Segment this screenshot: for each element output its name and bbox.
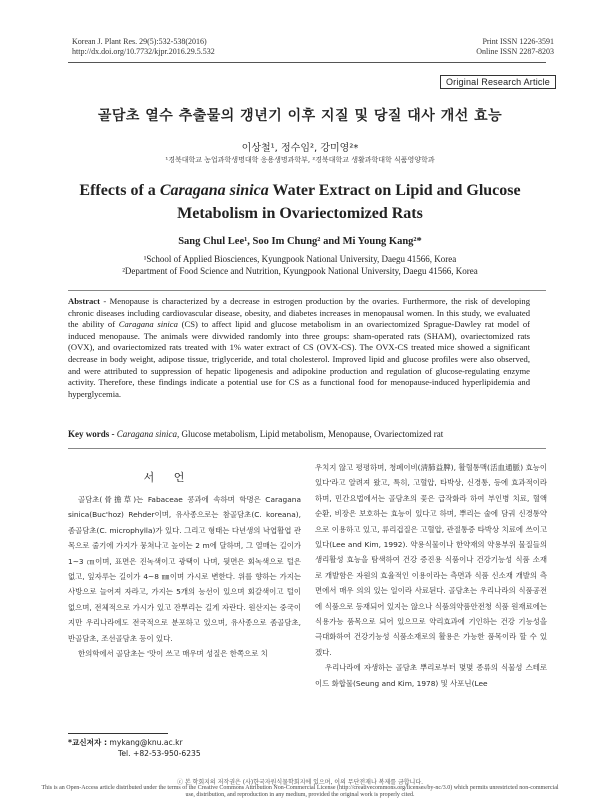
paragraph: 한의학에서 골담초는 '맛이 쓰고 매우며 성질은 한쪽으로 치 xyxy=(78,649,268,659)
corresponding-label: *교신저자 : xyxy=(68,738,107,747)
license-notice: This is an Open-Access article distributed under the terms of the Creative Commons Attribution Non-Commercial License (http://creativecommons.org/licenses/by-nc/3.0) which permits unrestricted non-commercial use, distribution, and reproduction in any medium, provided the original work is properly cited. xyxy=(41,785,559,799)
paragraph: 우치지 않고 평평하며, 청폐이비(淸肺益脾), 활혈통맥(活血通脈) 효능이 있다'라고 알려져 왔고, 특히, 고혈압, 타박상, 신경통, 등에 효과적이라 하며, 민간요법에서는 골담초의 꽃은 급작화라 하여 부인병 치료, 혈액 순환, 비장은 보호하는 효능이 있다고 하며, 뿌리는 술에 담궈 신경통약으로 이용하고 있고, 류리겁질은 고혈압, 관절통증 타박상 치료에 쓰이고 있다(Lee and Kim, 1992). 약용식물이나 한약재의 약용부위 물질들의 생리활성 효능을 탐색하여 건강 증진용 식품이나 건강기능성 식품 소재로 개발함은 자원의 효율적인 이용이라는 측면과 식품 신소재 개발의 측면에서 매우 의의 있는 일이라 사료된다. 골담초는 우리나라의 식품공전에 식품으로 등재되어 있지는 않으나 식품의약품안전청 식품 원재료에는 식용가능 품목으로 되어 있으므로 약리효과에 기인하는 건강 기능성을 극대화하여 건강기능성 식품소재로의 활용은 가능한 품목이라 할 수 있겠다. xyxy=(315,463,547,657)
journal-citation: Korean J. Plant Res. 29(5):532-538(2016) xyxy=(72,37,207,46)
keywords xyxy=(68,429,538,439)
footnote-rule xyxy=(68,733,168,734)
title-line-2: Metabolism in Ovariectomized Rats xyxy=(177,205,423,222)
paragraph: 골담초(骨擔草)는 Fabaceae 콩과에 속하며 학명은 Caragana sinica(Buc'hoz) Rehder이며, 유사종으로는 참골담초(C. koreana), 좀골담초(C. microphylla)가 있다. 그리고 형태는 다년생의 낙엽활엽 관목으로 줄기에 가지가 뭉쳐나고 높이는 2 m에 달하며, 그 열매는 길이가 1~3 ㎝이며, 표면은 진녹색이고 광택이 나며, 뒷면은 회녹색으로 털은 없고, 잎자루는 길이가 4~8 ㎜이며 가시로 변한다. 위를 향하는 가지는 사방으로 늘어져 자라고, 가지는 5개의 능선이 있으며 회갈색이고 털이 없으며, 전체적으로 가시가 있고 잔뿌리는 길게 자란다. 원산지는 중국이지만 우리나라에도 전국적으로 분포하고 있으며, 유사종으로 좀골담초, 반골담초, 조선골담초 등이 있다. xyxy=(68,495,301,643)
online-issn: Online ISSN 2287-8203 xyxy=(476,47,554,56)
korean-authors: 이상철¹, 정수임², 강미영²* xyxy=(241,143,359,154)
print-issn: Print ISSN 1226-3591 xyxy=(482,37,554,46)
english-title xyxy=(0,179,600,225)
keyword-species: Caragana sinica xyxy=(116,429,178,439)
abstract-text: (CS) to affect lipid and glucose metabolism in an ovariectomized Sprague-Dawley rat model of induced menopause. The animals were divwided randomly into three groups: sham-operated rats (SHAM), ovariectomized rats (OVX), and ovariectomized rats treated with 1% water extract of CS (OVX-CS). The OVX-CS treated mice showed a significant decrease in body weight, adipose tissue, triglyceride, and total cholesterol. Improved lipid and glucose profiles were also observed, and were attributed to suppression of hepatic lipogenesis and adipokine production and regulation of glucose-regulating enzyme activity. Therefore, these findings indicate a potential use for CS as a functional food for menopause-induced hyperlipidemia and hyperglycemia. xyxy=(68,319,530,399)
abstract-label: Abstract xyxy=(68,296,100,306)
doi-link[interactable]: http://dx.doi.org/10.7732/kjpr.2016.29.5.532 xyxy=(72,47,215,56)
abstract-top-rule xyxy=(68,290,546,291)
paragraph: 우리나라에 자생하는 골담초 뿌리로부터 몇몇 종류의 식물성 스테로이드 화합물(Seung and Kim, 1978) 및 사포닌(Lee xyxy=(315,663,547,688)
journal-header xyxy=(72,37,215,57)
section-heading-introduction: 서 언 xyxy=(143,471,193,484)
keywords-label: Key words - xyxy=(68,429,117,439)
header-rule xyxy=(68,62,546,63)
keywords-list: , Glucose metabolism, Lipid metabolism, Menopause, Ovariectomized rat xyxy=(177,429,444,439)
title-part: Water Extract on Lipid and Glucose xyxy=(268,182,521,199)
affiliation-2: ²Department of Food Science and Nutrition, Kyungpook National University, Daegu 41566, Korea xyxy=(122,266,478,276)
title-part: Effects of a xyxy=(79,182,160,199)
article-type-badge: Original Research Article xyxy=(440,75,556,89)
english-affiliations xyxy=(0,253,600,277)
corresponding-tel: Tel. +82-53-950-6235 xyxy=(118,749,201,758)
title-species: Caragana sinica xyxy=(159,182,269,199)
copyright-notice: ⓒ 본 학회지의 저작권은 (사)한국자원식물학회지에 있으며, 이의 무단전재나 복제를 금합니다. xyxy=(176,779,424,786)
abstract-species: Caragana sinica xyxy=(118,319,178,330)
left-column xyxy=(68,492,301,661)
right-column xyxy=(315,460,547,691)
corresponding-email[interactable]: mykang@knu.ac.kr xyxy=(109,738,183,747)
korean-affiliations: ¹경북대학교 농업과학생명대학 응용생명과학부, ²경북대학교 생활과학대학 식품영양학과 xyxy=(165,156,435,164)
abstract xyxy=(68,296,530,400)
english-authors: Sang Chul Lee¹, Soo Im Chung² and Mi Young Kang²* xyxy=(178,236,422,247)
abstract-text: - Menopause is characterized by a decrease in estrogen production by the ovaries. Furthermore, the risk of developing chronic diseases including cardiovascular disease, obesity, and diabetes increases in menopausal women. In this study, we evaluated the ability of xyxy=(68,296,530,330)
issn-header xyxy=(476,37,554,57)
korean-title: 골담초 열수 추출물의 갱년기 이후 지질 및 당질 대사 개선 효능 xyxy=(97,108,503,124)
affiliation-1: ¹School of Applied Biosciences, Kyungpook National University, Daegu 41566, Korea xyxy=(143,254,457,264)
corresponding-author xyxy=(68,737,301,759)
keywords-bottom-rule xyxy=(68,448,546,449)
